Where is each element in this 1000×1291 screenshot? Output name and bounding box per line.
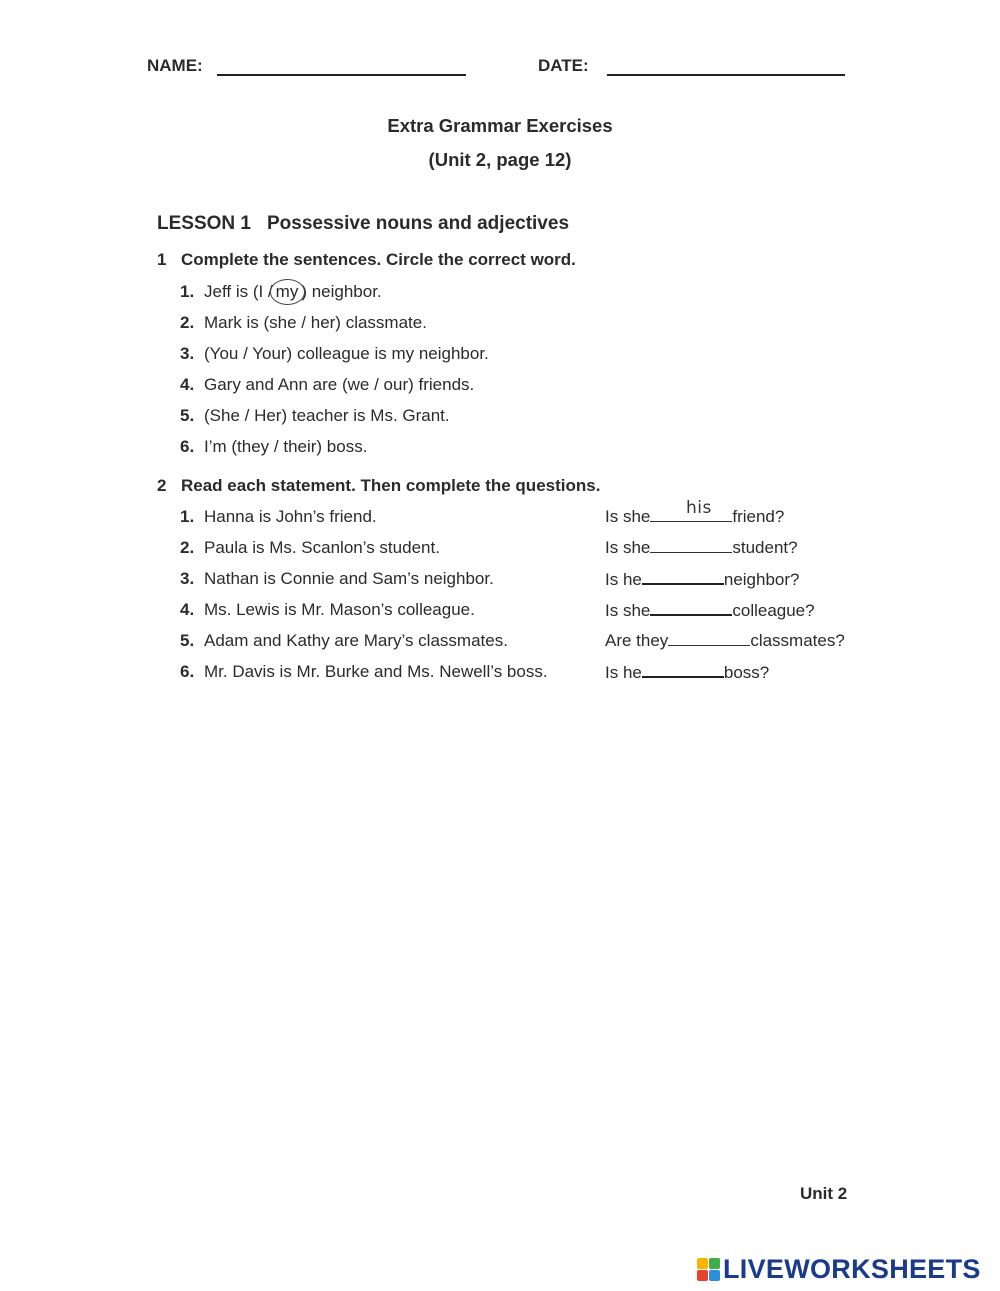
ex2-statement-4: [180, 600, 475, 620]
name-label: NAME:: [147, 56, 203, 75]
ex1-item-3: [180, 344, 489, 364]
page-title: Extra Grammar Exercises: [387, 115, 613, 136]
liveworksheets-logo-text: LIVEWORKSHEETS: [723, 1254, 981, 1284]
item-number: 5.: [180, 631, 195, 650]
exercise-2-instruction: [157, 476, 600, 496]
lesson-topic: Possessive nouns and adjectives: [266, 213, 570, 234]
item-text[interactable]: I’m (they / their) boss.: [204, 437, 368, 456]
item-text[interactable]: (She / Her) teacher is Ms. Grant.: [204, 406, 450, 425]
item-text[interactable]: (You / Your) colleague is my neighbor.: [204, 344, 489, 363]
ex1-item-5: [180, 406, 450, 426]
exercise-number: 2: [157, 476, 167, 495]
question-start: Is she: [605, 601, 651, 620]
date-label: DATE:: [538, 56, 589, 75]
name-field-line[interactable]: [217, 74, 466, 76]
statement-text: Ms. Lewis is Mr. Mason’s colleague.: [204, 600, 475, 619]
lesson-heading: [157, 213, 569, 235]
ex2-statement-5: [180, 631, 508, 651]
ex2-statement-3: [180, 569, 494, 589]
ex2-statement-1: [180, 507, 377, 527]
item-text-after: ) neighbor.: [301, 282, 382, 301]
item-number: 3.: [180, 344, 195, 363]
item-number: 2.: [180, 538, 195, 557]
item-text[interactable]: Mark is (she / her) classmate.: [204, 313, 427, 332]
circled-answer[interactable]: my: [273, 282, 302, 302]
item-text-before: Jeff is (I /: [204, 282, 273, 301]
ex1-item-4: [180, 375, 474, 395]
statement-text: Adam and Kathy are Mary’s classmates.: [204, 631, 508, 650]
item-number: 5.: [180, 406, 195, 425]
statement-text: Nathan is Connie and Sam’s neighbor.: [204, 569, 494, 588]
answer-blank[interactable]: [650, 600, 732, 616]
item-number: 1.: [180, 507, 195, 526]
statement-text: Paula is Ms. Scanlon’s student.: [204, 538, 440, 557]
item-number: 3.: [180, 569, 195, 588]
question-end: boss?: [723, 663, 770, 682]
handwritten-answer: his: [686, 498, 712, 518]
answer-blank[interactable]: [642, 569, 724, 585]
ex1-item-6: [180, 437, 367, 457]
question-end: colleague?: [732, 601, 815, 620]
ex2-question-2: [605, 538, 798, 558]
question-start: Is he: [605, 570, 642, 589]
exercise-number: 1: [157, 250, 167, 269]
question-end: neighbor?: [723, 570, 800, 589]
item-number: 6.: [180, 662, 195, 681]
ex2-statement-6: [180, 662, 548, 682]
ex2-question-5: [605, 631, 845, 651]
liveworksheets-logo-icon: [697, 1258, 720, 1281]
item-number: 1.: [180, 282, 195, 301]
liveworksheets-logo[interactable]: [697, 1254, 981, 1285]
question-start: Are they: [605, 631, 669, 650]
question-end: friend?: [732, 507, 785, 526]
ex2-question-4: [605, 600, 815, 621]
ex1-item-2: [180, 313, 427, 333]
lesson-label: LESSON 1: [157, 213, 251, 234]
question-start: Is she: [605, 507, 651, 526]
instruction-text: Read each statement. Then complete the questions.: [181, 476, 601, 495]
question-end: classmates?: [750, 631, 845, 650]
ex2-question-6: [605, 662, 769, 683]
item-number: 6.: [180, 437, 195, 456]
exercise-1-instruction: [157, 250, 576, 270]
page-subtitle: (Unit 2, page 12): [428, 149, 572, 170]
question-start: Is he: [605, 663, 642, 682]
question-start: Is she: [605, 538, 651, 557]
answer-blank[interactable]: [650, 538, 732, 553]
statement-text: Hanna is John’s friend.: [204, 507, 377, 526]
item-number: 2.: [180, 313, 195, 332]
answer-blank[interactable]: [668, 631, 750, 646]
item-number: 4.: [180, 375, 195, 394]
item-text[interactable]: Gary and Ann are (we / our) friends.: [204, 375, 475, 394]
answer-blank[interactable]: [642, 662, 724, 678]
item-number: 4.: [180, 600, 195, 619]
instruction-text: Complete the sentences. Circle the correct word.: [181, 250, 576, 269]
ex1-item-1: [180, 282, 382, 302]
question-end: student?: [732, 538, 798, 557]
statement-text: Mr. Davis is Mr. Burke and Ms. Newell’s boss.: [204, 662, 548, 681]
ex2-question-3: [605, 569, 799, 590]
ex2-statement-2: [180, 538, 440, 558]
date-field-line[interactable]: [607, 74, 845, 76]
footer-unit: Unit 2: [800, 1184, 848, 1203]
